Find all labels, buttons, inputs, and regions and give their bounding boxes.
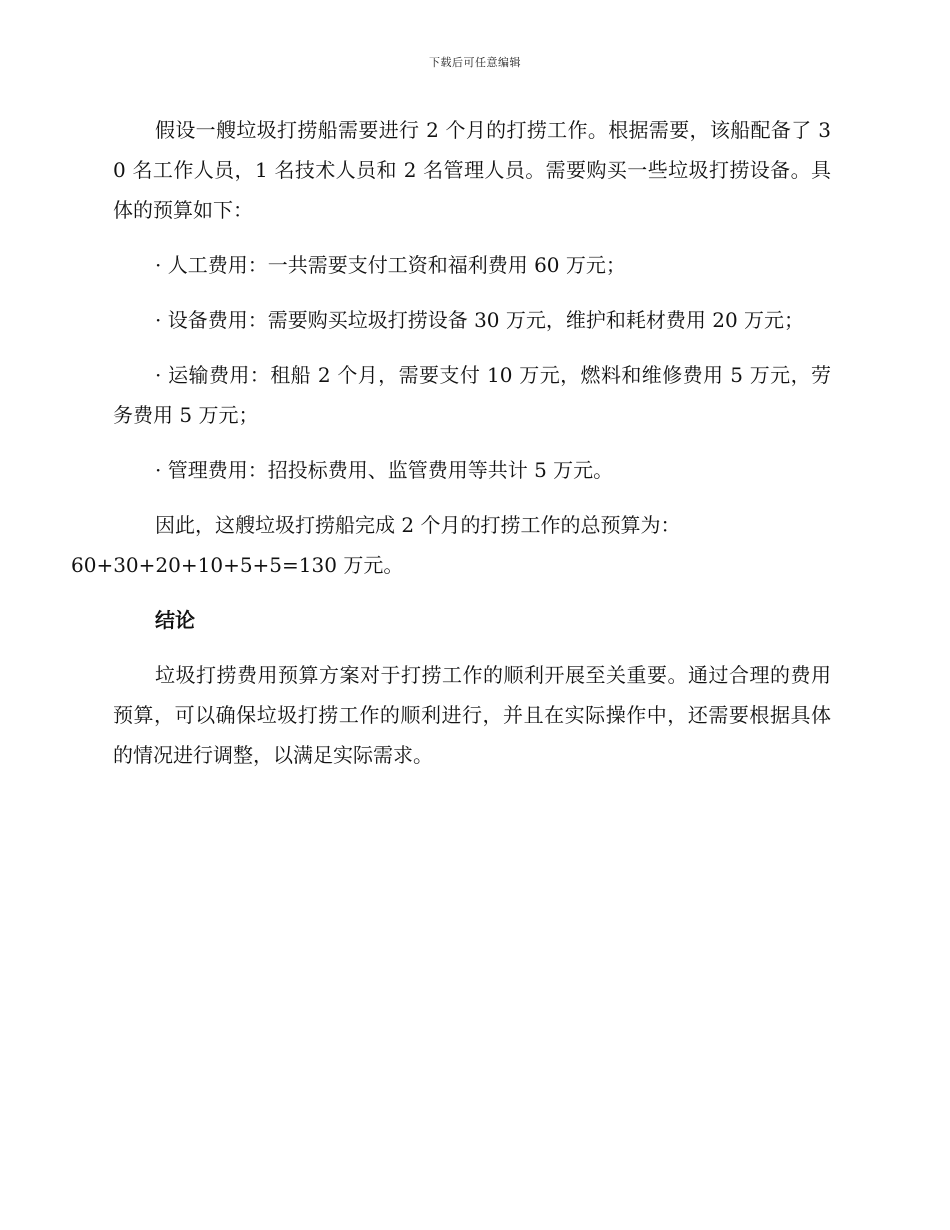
total-budget-paragraph xyxy=(71,505,831,585)
total-formula: 60+30+20+10+5+5=130 万元。 xyxy=(71,553,404,577)
budget-item-equipment: · 设备费用：需要购买垃圾打捞设备 30 万元，维护和耗材费用 20 万元； xyxy=(155,308,805,332)
conclusion-paragraph: 垃圾打捞费用预算方案对于打捞工作的顺利开展至关重要。通过合理的费用预算，可以确保垃圾打捞工作的顺利进行，并且在实际操作中，还需要根据具体的情况进行调整，以满足实际需求。 xyxy=(113,663,831,767)
budget-item-labor: · 人工费用：一共需要支付工资和福利费用 60 万元； xyxy=(155,253,626,277)
total-intro: 因此，这艘垃圾打捞船完成 2 个月的打捞工作的总预算为： xyxy=(155,513,681,537)
page-header-note: 下载后可任意编辑 xyxy=(429,56,521,69)
document-body xyxy=(71,110,831,790)
budget-item-management: · 管理费用：招投标费用、监管费用等共计 5 万元。 xyxy=(155,458,614,482)
intro-paragraph: 假设一艘垃圾打捞船需要进行 2 个月的打捞工作。根据需要，该船配备了 30 名工作人员，1 名技术人员和 2 名管理人员。需要购买一些垃圾打捞设备。具体的预算如下： xyxy=(113,118,831,222)
budget-item-transport: · 运输费用：租船 2 个月，需要支付 10 万元，燃料和维修费用 5 万元，劳务费用 5 万元； xyxy=(113,363,831,427)
conclusion-heading: 结论 xyxy=(155,608,195,632)
